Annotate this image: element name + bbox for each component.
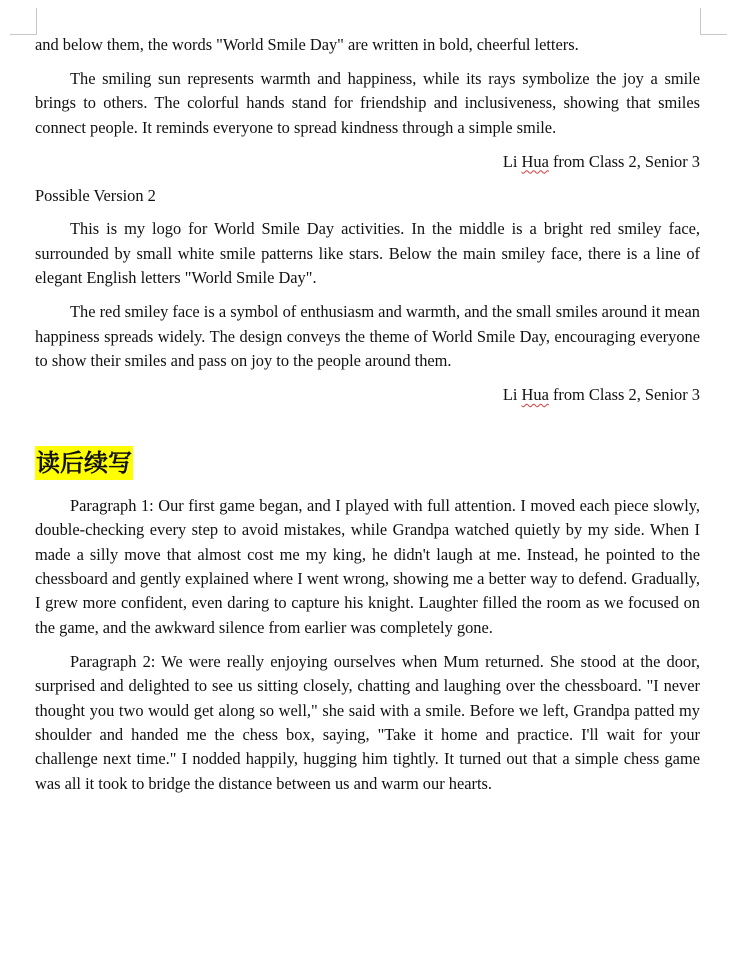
signature-name-spellcheck: Hua — [521, 151, 549, 171]
signature-pre: Li — [502, 384, 522, 404]
page-corner-mark-right — [700, 8, 727, 35]
paragraph-continued: and below them, the words "World Smile Day" are written in bold, cheerful letters. — [35, 35, 579, 54]
paragraph-version-2-meaning: The red smiley face is a symbol of enthusiasm and warmth, and the small smiles around it mean happiness spreads widely. The design conveys the theme of World Smile Day, encouraging everyone to show their smiles and pass on joy to the people around them. — [35, 302, 700, 370]
paragraph-logo-meaning: The smiling sun represents warmth and happiness, while its rays symbolize the joy a smile brings to others. The colorful hands stand for friendship and inclusiveness, showing that smiles connect people. It reminds everyone to spread kindness through a simple smile. — [35, 68, 700, 137]
section-heading-continuation-writing: 读后续写 — [35, 446, 133, 480]
signature-pre: Li — [502, 151, 522, 171]
signature-post: from Class 2, Senior 3 — [548, 384, 700, 404]
signature-post: from Class 2, Senior 3 — [548, 151, 700, 171]
paragraph-version-2-description: This is my logo for World Smile Day activities. In the middle is a bright red smiley face, surrounded by small white smile patterns like stars. Below the main smiley face, there is a line of elegant English letters "World Smile Day". — [35, 219, 700, 288]
document-page — [35, 33, 700, 806]
version-2-title: Possible Version 2 — [35, 185, 156, 205]
signature-line-2 — [35, 383, 700, 407]
signature-name-spellcheck: Hua — [521, 384, 549, 404]
paragraph-continuation-1: Paragraph 1: Our first game began, and I played with full attention. I moved each piece slowly, double-checking every step to avoid mistakes, while Grandpa watched quietly by my side. When I made a silly move that almost cost me my king, he didn't laugh at me. Instead, he pointed to the chessboard and gently explained where I went wrong, showing me a better way to defend. Gradually, I grew more confident, even daring to capture his knight. Laughter filled the room as we focused on the game, and the awkward silence from earlier was completely gone. — [35, 495, 700, 637]
page-corner-mark-left — [10, 8, 37, 35]
signature-line-1 — [35, 150, 700, 174]
paragraph-continuation-2: Paragraph 2: We were really enjoying ourselves when Mum returned. She stood at the door, surprised and delighted to see us sitting closely, chatting and laughing over the chessboard. "I never thought you two would get along so well," she said with a smile. Before we left, Grandpa patted my shoulder and handed me the chess box, saying, "Take it home and practice. I'll wait for your challenge next time." I nodded happily, hugging him tightly. It turned out that a simple chess game was all it took to bridge the distance between us and warm our hearts. — [35, 651, 700, 793]
